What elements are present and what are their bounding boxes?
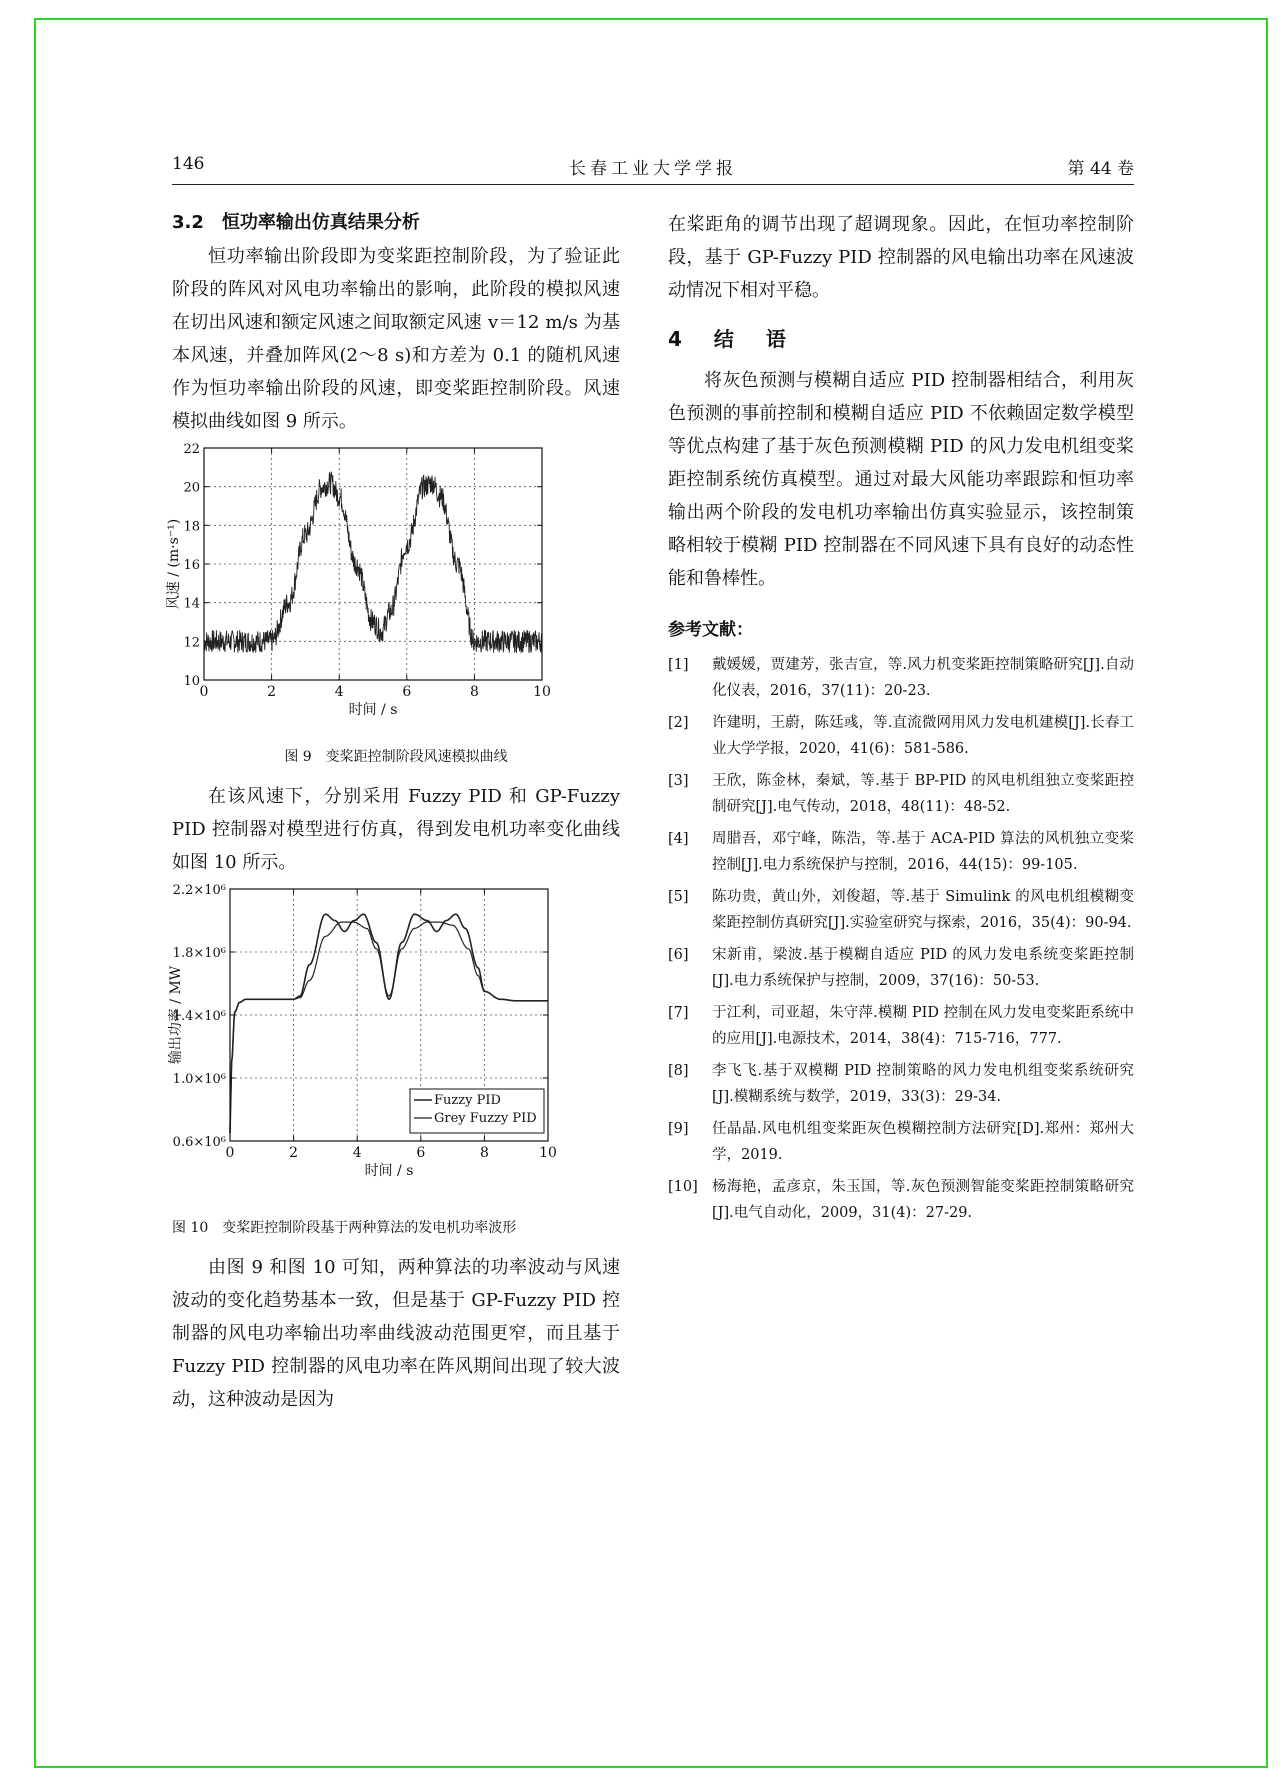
reference-number: [2] <box>668 715 689 731</box>
x-axis-label: 时间 / s <box>364 1163 414 1179</box>
y-tick-label: 1.8×10⁶ <box>172 946 226 961</box>
reference-number: [10] <box>668 1179 698 1195</box>
x-tick-label: 8 <box>469 684 479 700</box>
reference-number: [4] <box>668 831 689 847</box>
x-tick-label: 0 <box>199 684 209 700</box>
figure-10-chart <box>168 879 620 1209</box>
reference-text: 于江利，司亚超，朱守萍.模糊 PID 控制在风力发电变桨距系统中的应用[J].电源技术，2014，38(4)：715-716，777. <box>712 1005 1134 1047</box>
y-axis-label: 风速 / (m·s⁻¹) <box>166 518 182 610</box>
y-tick-label: 16 <box>183 558 200 573</box>
y-tick-label: 1.0×10⁶ <box>172 1072 226 1087</box>
paragraph: 将灰色预测与模糊自适应 PID 控制器相结合，利用灰色预测的事前控制和模糊自适应 PID 不依赖固定数学模型等优点构建了基于灰色预测模糊 PID 的风力发电机组变桨距控制系统仿真模型。通过对最大风能功率跟踪和恒功率输出两个阶段的发电机功率输出仿真实验显示，该控制策略相较于模糊 PID 控制器在不同风速下具有良好的动态性能和鲁棒性。 <box>668 370 1134 589</box>
reference-number: [8] <box>668 1063 689 1079</box>
paragraph: 由图 9 和图 10 可知，两种算法的功率波动与风速波动的变化趋势基本一致，但是基于 GP-Fuzzy PID 控制器的风电功率输出功率曲线波动范围更窄，而且基于 Fuzzy PID 控制器的风电功率在阵风期间出现了较大波动，这种波动是因为 <box>172 1257 620 1410</box>
series-line <box>204 472 542 653</box>
reference-text: 周腊吾，邓宁峰，陈浩，等.基于 ACA-PID 算法的风机独立变桨控制[J].电力系统保护与控制，2016，44(15)：99-105. <box>712 831 1134 873</box>
x-tick-label: 4 <box>352 1145 362 1161</box>
reference-number: [5] <box>668 889 689 905</box>
x-tick-label: 6 <box>402 684 412 700</box>
reference-item <box>668 1174 1134 1226</box>
figure-10-caption: 图 10 变桨距控制阶段基于两种算法的发电机功率波形 <box>172 1220 517 1236</box>
reference-text: 杨海艳，孟彦京，朱玉国，等.灰色预测智能变桨距控制策略研究[J].电气自动化，2009，31(4)：27-29. <box>712 1179 1134 1221</box>
reference-number: [9] <box>668 1121 689 1137</box>
reference-number: [7] <box>668 1005 689 1021</box>
y-tick-label: 2.2×10⁶ <box>172 883 226 898</box>
x-tick-label: 2 <box>267 684 277 700</box>
reference-item <box>668 768 1134 820</box>
reference-item <box>668 710 1134 762</box>
reference-number: [3] <box>668 773 689 789</box>
page-number: 146 <box>172 154 205 174</box>
y-tick-label: 22 <box>183 442 200 457</box>
reference-item <box>668 1000 1134 1052</box>
x-tick-label: 8 <box>479 1145 489 1161</box>
right-column <box>668 208 1134 1232</box>
reference-text: 陈功贵，黄山外，刘俊超，等.基于 Simulink 的风电机组模糊变桨距控制仿真研究[J].实验室研究与探索，2016，35(4)：90-94. <box>712 889 1134 931</box>
x-tick-label: 2 <box>289 1145 299 1161</box>
reference-item <box>668 652 1134 704</box>
reference-text: 戴媛媛，贾建芳，张吉宣，等.风力机变桨距控制策略研究[J].自动化仪表，2016，37(11)：20-23. <box>712 657 1134 699</box>
x-tick-label: 4 <box>334 684 344 700</box>
figure-9-chart <box>166 438 620 738</box>
section-4-title: 4 结 语 <box>668 327 792 351</box>
x-tick-label: 10 <box>533 684 551 700</box>
y-tick-label: 0.6×10⁶ <box>172 1135 226 1150</box>
references-title: 参考文献： <box>668 620 753 640</box>
x-tick-label: 10 <box>539 1145 557 1161</box>
reference-item <box>668 826 1134 878</box>
running-header <box>172 150 1134 185</box>
reference-item <box>668 1116 1134 1168</box>
left-column <box>166 208 620 1416</box>
y-axis-label: 输出功率 / MW <box>168 965 184 1065</box>
reference-text: 王欣，陈金林，秦斌，等.基于 BP-PID 的风电机组独立变桨距控制研究[J].电气传动，2018，48(11)：48-52. <box>712 773 1134 815</box>
reference-text: 宋新甫，梁波.基于模糊自适应 PID 的风力发电系统变桨距控制[J].电力系统保护与控制，2009，37(16)：50-53. <box>712 947 1134 989</box>
paragraph: 恒功率输出阶段即为变桨距控制阶段，为了验证此阶段的阵风对风电功率输出的影响，此阶段的模拟风速在切出风速和额定风速之间取额定风速 v＝12 m/s 为基本风速，并叠加阵风(2～8 s)和方差为 0.1 的随机风速作为恒功率输出阶段的风速，即变桨距控制阶段。风速模拟曲线如图 9 所示。 <box>172 246 620 432</box>
y-tick-label: 20 <box>183 480 200 496</box>
journal-name: 长春工业大学学报 <box>569 159 737 179</box>
legend-label: Fuzzy PID <box>434 1093 501 1108</box>
reference-number: [1] <box>668 657 689 673</box>
y-tick-label: 1.4×10⁶ <box>172 1009 226 1024</box>
reference-text: 李飞飞.基于双模糊 PID 控制策略的风力发电机组变桨系统研究[J].模糊系统与数学，2019，33(3)：29-34. <box>712 1063 1134 1105</box>
figure-9 <box>166 438 620 766</box>
paragraph: 在桨距角的调节出现了超调现象。因此，在恒功率控制阶段，基于 GP-Fuzzy PID 控制器的风电输出功率在风速波动情况下相对平稳。 <box>668 214 1134 301</box>
reference-item <box>668 1058 1134 1110</box>
paragraph: 在该风速下，分别采用 Fuzzy PID 和 GP-Fuzzy PID 控制器对模型进行仿真，得到发电机功率变化曲线如图 10 所示。 <box>172 786 620 873</box>
reference-text: 任晶晶.风电机组变桨距灰色模糊控制方法研究[D].郑州：郑州大学，2019. <box>712 1121 1134 1163</box>
x-axis-label: 时间 / s <box>348 702 398 718</box>
figure-9-caption: 图 9 变桨距控制阶段风速模拟曲线 <box>284 749 508 765</box>
reference-item <box>668 942 1134 994</box>
reference-number: [6] <box>668 947 689 963</box>
figure-10 <box>168 879 620 1237</box>
volume-number: 第 44 卷 <box>1067 159 1134 179</box>
x-tick-label: 6 <box>416 1145 426 1161</box>
reference-item <box>668 884 1134 936</box>
y-tick-label: 14 <box>183 596 200 612</box>
section-3-2-title: 3.2 恒功率输出仿真结果分析 <box>172 212 420 233</box>
reference-list <box>668 652 1134 1226</box>
legend-label: Grey Fuzzy PID <box>434 1111 537 1126</box>
reference-text: 许建明，王蔚，陈廷彧，等.直流微网用风力发电机建模[J].长春工业大学学报，2020，41(6)：581-586. <box>712 715 1134 757</box>
x-tick-label: 0 <box>225 1145 235 1161</box>
y-tick-label: 12 <box>183 635 200 651</box>
y-tick-label: 18 <box>183 519 200 535</box>
y-tick-label: 10 <box>183 674 200 689</box>
